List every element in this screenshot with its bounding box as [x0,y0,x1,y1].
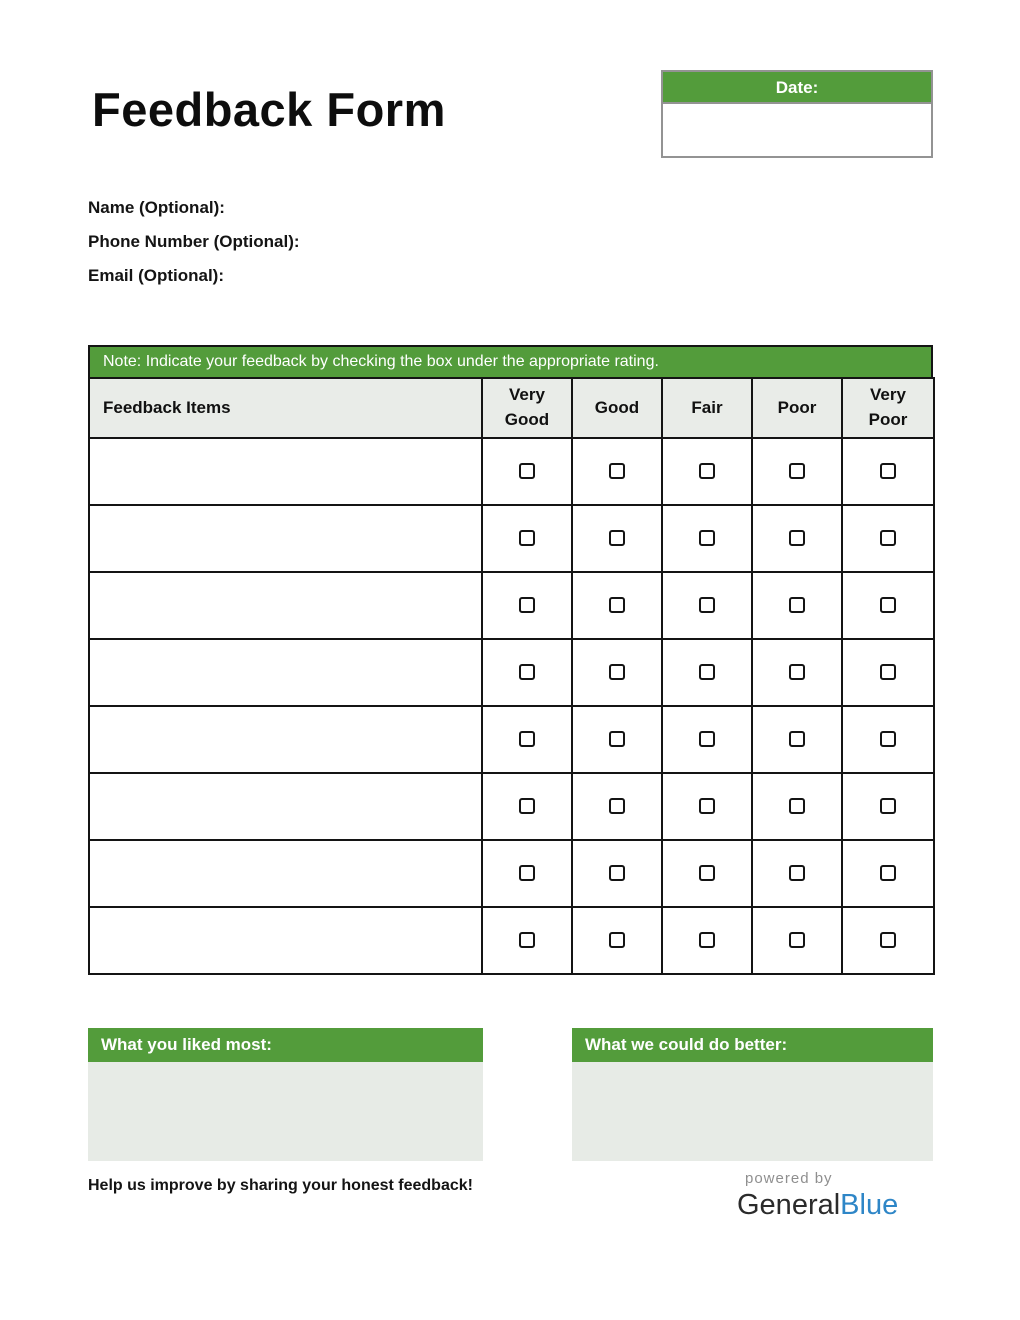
feedback-table-body [89,438,934,974]
rating-cell-very-good[interactable] [482,572,572,639]
checkbox-icon[interactable] [609,798,625,814]
rating-cell-very-good[interactable] [482,773,572,840]
checkbox-icon[interactable] [609,865,625,881]
feedback-item-cell[interactable] [89,639,482,706]
brand-block [737,1169,907,1222]
feedback-table [88,377,935,975]
feedback-item-cell[interactable] [89,706,482,773]
rating-cell-good[interactable] [572,639,662,706]
rating-cell-fair[interactable] [662,840,752,907]
feedback-item-cell[interactable] [89,505,482,572]
rating-cell-very-good[interactable] [482,840,572,907]
checkbox-icon[interactable] [699,664,715,680]
feedback-item-cell[interactable] [89,773,482,840]
checkbox-icon[interactable] [609,731,625,747]
table-row [89,840,934,907]
checkbox-icon[interactable] [609,597,625,613]
column-header-fair: Fair [662,378,752,438]
contact-section [88,197,300,299]
rating-cell-very-poor[interactable] [842,706,934,773]
checkbox-icon[interactable] [699,731,715,747]
rating-cell-poor[interactable] [752,505,842,572]
rating-cell-very-good[interactable] [482,907,572,974]
table-row [89,639,934,706]
date-input-area[interactable] [663,104,931,154]
phone-field-label: Phone Number (Optional): [88,232,300,251]
liked-most-label: What you liked most: [88,1028,483,1062]
rating-cell-good[interactable] [572,907,662,974]
rating-cell-poor[interactable] [752,639,842,706]
rating-cell-poor[interactable] [752,438,842,505]
checkbox-icon[interactable] [880,530,896,546]
column-header-good: Good [572,378,662,438]
rating-cell-good[interactable] [572,505,662,572]
checkbox-icon[interactable] [519,865,535,881]
page-title: Feedback Form [92,83,446,136]
email-field-label: Email (Optional): [88,266,224,285]
checkbox-icon[interactable] [609,664,625,680]
rating-cell-fair[interactable] [662,438,752,505]
checkbox-icon[interactable] [519,530,535,546]
table-header-row [89,378,934,438]
table-row [89,706,934,773]
rating-cell-very-good[interactable] [482,505,572,572]
rating-cell-very-poor[interactable] [842,572,934,639]
checkbox-icon[interactable] [519,731,535,747]
liked-most-panel [88,1028,483,1161]
checkbox-icon[interactable] [789,865,805,881]
checkbox-icon[interactable] [699,463,715,479]
rating-cell-very-good[interactable] [482,639,572,706]
do-better-input-area[interactable] [572,1062,933,1161]
checkbox-icon[interactable] [880,731,896,747]
column-header-feedback-items: Feedback Items [89,378,482,438]
checkbox-icon[interactable] [789,932,805,948]
column-header-very-poor: Very Poor [842,378,934,438]
checkbox-icon[interactable] [609,463,625,479]
rating-cell-very-good[interactable] [482,438,572,505]
rating-cell-very-poor[interactable] [842,505,934,572]
table-row [89,438,934,505]
feedback-item-cell[interactable] [89,572,482,639]
checkbox-icon[interactable] [519,798,535,814]
checkbox-icon[interactable] [789,731,805,747]
checkbox-icon[interactable] [699,597,715,613]
rating-cell-poor[interactable] [752,840,842,907]
rating-cell-good[interactable] [572,706,662,773]
rating-cell-poor[interactable] [752,706,842,773]
checkbox-icon[interactable] [880,463,896,479]
rating-cell-very-poor[interactable] [842,438,934,505]
checkbox-icon[interactable] [880,597,896,613]
checkbox-icon[interactable] [519,463,535,479]
checkbox-icon[interactable] [789,664,805,680]
help-text: Help us improve by sharing your honest feedback! [88,1177,473,1194]
logo-blue-text: Blue [840,1189,899,1221]
table-row [89,907,934,974]
do-better-label: What we could do better: [572,1028,933,1062]
rating-cell-fair[interactable] [662,572,752,639]
feedback-item-cell[interactable] [89,840,482,907]
checkbox-icon[interactable] [519,597,535,613]
rating-cell-fair[interactable] [662,907,752,974]
table-row [89,505,934,572]
checkbox-icon[interactable] [519,932,535,948]
rating-cell-very-poor[interactable] [842,907,934,974]
checkbox-icon[interactable] [519,664,535,680]
column-header-poor: Poor [752,378,842,438]
checkbox-icon[interactable] [699,530,715,546]
feedback-table-section [88,345,933,975]
rating-cell-good[interactable] [572,773,662,840]
rating-cell-good[interactable] [572,572,662,639]
checkbox-icon[interactable] [789,597,805,613]
rating-cell-good[interactable] [572,840,662,907]
checkbox-icon[interactable] [789,530,805,546]
rating-cell-very-poor[interactable] [842,773,934,840]
rating-cell-very-poor[interactable] [842,639,934,706]
rating-cell-fair[interactable] [662,773,752,840]
checkbox-icon[interactable] [789,798,805,814]
checkbox-icon[interactable] [880,664,896,680]
checkbox-icon[interactable] [880,932,896,948]
rating-cell-very-good[interactable] [482,706,572,773]
date-label: Date: [663,72,931,104]
logo-general-text: General [737,1189,841,1221]
table-row [89,572,934,639]
liked-most-input-area[interactable] [88,1062,483,1161]
rating-cell-fair[interactable] [662,706,752,773]
name-field-label: Name (Optional): [88,198,225,217]
rating-cell-good[interactable] [572,438,662,505]
checkbox-icon[interactable] [789,463,805,479]
checkbox-icon[interactable] [699,932,715,948]
general-blue-logo [737,1189,907,1222]
checkbox-icon[interactable] [880,798,896,814]
rating-cell-fair[interactable] [662,639,752,706]
date-box [661,70,933,158]
feedback-item-cell[interactable] [89,438,482,505]
checkbox-icon[interactable] [880,865,896,881]
powered-by-text: powered by [745,1170,833,1187]
checkbox-icon[interactable] [699,865,715,881]
checkbox-icon[interactable] [699,798,715,814]
feedback-item-cell[interactable] [89,907,482,974]
do-better-panel [572,1028,933,1161]
rating-cell-very-poor[interactable] [842,840,934,907]
rating-cell-fair[interactable] [662,505,752,572]
rating-cell-poor[interactable] [752,572,842,639]
table-row [89,773,934,840]
column-header-very-good: Very Good [482,378,572,438]
table-note: Note: Indicate your feedback by checking the box under the appropriate rating. [88,345,933,377]
checkbox-icon[interactable] [609,530,625,546]
rating-cell-poor[interactable] [752,773,842,840]
rating-cell-poor[interactable] [752,907,842,974]
checkbox-icon[interactable] [609,932,625,948]
